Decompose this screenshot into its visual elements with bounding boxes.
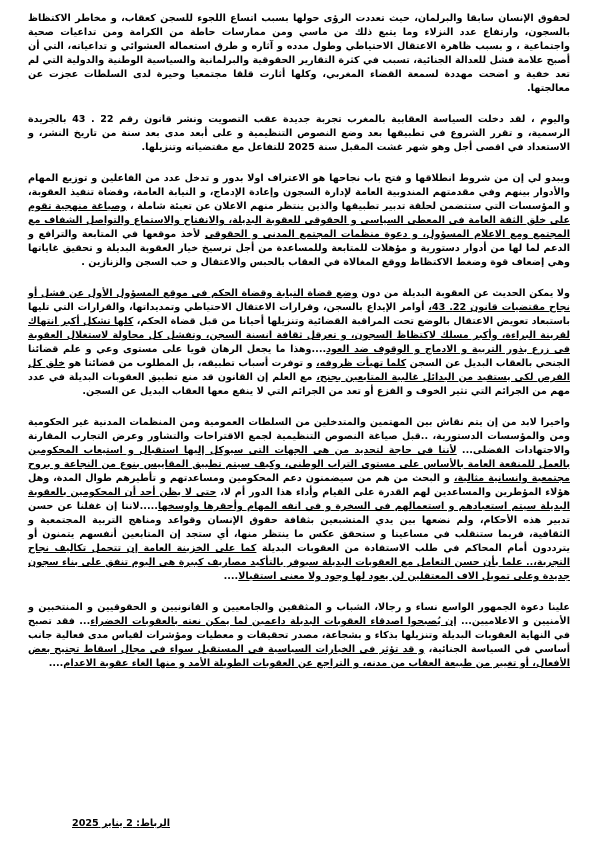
underlined-text: خلق كل الفرص لكي يستفيد من البدائل غالبية المتابعين بجنح، bbox=[28, 358, 570, 383]
underlined-text: حتى لا يظن أحد أن المحكومين بالعقوبة البديلة سيتم استعبادهم و استعمالهم في السخرة و في انفه المهام وأحقرها واوسخها bbox=[28, 487, 570, 512]
paragraph-text: مع العلم إن القانون قد منع تطبيق العقوبات البديلة في عدد مهم من الجرائم التي تثير الخوف و الفزع أو تعد من الجرائم التي لا ينفع معها العقاب البديل عن السجن. bbox=[28, 372, 570, 397]
paragraph-text: واليوم ، لقد دخلت السياسة العقابية بالمغرب تجربة جديدة عقب التصويت ونشر قانون رقم 22 . 43 بالجريدة الرسمية، و تقرر الشروع في تطبيقها بعد وضع النصوص التنظيمية و على أبعد مدى بعد سنة من تاريخ النشر، و الاستعداد في اقصى أجل وهو شهر غشت المقبل سنة 2025 للتفاعل مع مقتضياته وتنزيلها. bbox=[28, 114, 570, 153]
paragraph-text: واخيرا لابد من إن يتم نقاش بين المهتمين والمتدخلين من السلطات العمومية ومن المنظمات المدنية غير الحكومية ومن والمؤسسات الدستورية، ..قبل صياغة النصوص التنظيمية لجمع الاقتراحات والتشاور وعرض التجارب المقارنة والاجتهادات الفضلى... bbox=[28, 417, 570, 456]
paragraph bbox=[28, 12, 570, 96]
paragraph-text: لحقوق الإنسان سابقا والبرلمان، حيث تعددت الرؤى حولها بسبب اتساع اللجوء للسجن كعقاب، و مخاطر الاكتظاظ بالسجون، وارتفاع عدد النزلاء وما يتبع ذلك من ماسي ومن ممارسات حاطة من الكرامة ومن تداعيات صحية واجتماعية ، و بسبب ظاهرة الاعتقال الاحتياطي وطول مدده و آثاره و طرق استعماله العشوائي و تداعياته، التي أن أصبح علامة فشل للعدالة الجنائية، تسبب في كثرة التقارير الحقوقية والبرلمانية والسياسية الوطنية والدولية التي لم تعد خفية و اضحت مهددة لسمعة القضاء المغربي، وكلها أثارت قلقا مجتمعيا وحيرة لدى السلطات عجزت عن معالجتها. bbox=[28, 13, 570, 94]
underlined-text: وضع قضاة النيابة وقضاة الحكم في موقع المسؤول الأول عن فشل أو نجاح مقتضيات قانون 22. 43، bbox=[28, 288, 570, 313]
paragraph-text: و البحث من هم من سيضمنون دعم المحكومين ومساعدتهم و تأطيرهم طوال المدة، وهل هؤلاء المؤطرين والمساعدين لهم القدرة على القيام وأداء هذا الدور أم لا، bbox=[28, 473, 570, 498]
paragraph bbox=[28, 113, 570, 155]
underlined-text: كلما تهيأت ظروفه، bbox=[316, 358, 407, 369]
paragraph-text: ولا يمكن الحديث عن العقوبة البديلة من دون bbox=[357, 288, 571, 299]
paragraph-text: لأخذ موقعها في المتابعة والترافع و الدعم لما لها من أدوار دستورية و مؤهلات للمتابعة وللمساعدة من أجل ترسيخ خيار العقوبة البديلة و تحقيق غاياتها وهي إضعاف قوة وضغط الاكتظاظ ووقع المغالاة في العقاب بالحبس والاعتقال و حب السجن والزنازين . bbox=[28, 229, 570, 268]
underlined-text: كما على الخزينة العامة إن تتحمل تكاليف نجاح التجربة،.. علما بأن حسن التعامل مع العقوبات البديلة سيوفر بالتأكيد مصاريف كبيرة هي اليوم تنفق على بناء سجون جديدة وعلى تمويل الاف المعتقلين لن يعود لها وجود ولا معنى استقبالا bbox=[28, 543, 570, 582]
paragraph-text: ويبدو لي إن من شروط انطلاقها و فتح باب نجاحها هو الاعتراف اولا بدور و تدخل عدد من الفاعلين و توزيع المهام والأدوار بينهم وفي مقدمتهم المندوبية العامة لإدارة السجون وإعادة الإدماج، و النيابة العامة، وقضاة تنفيذ العقوبة، و المؤسسات التي ستتضمن لحلقة تدبير تطبيقها والذين ينتظر منهم الاعلان عن تعبئة شاملة ، bbox=[28, 173, 570, 212]
paragraph-text: و توفرت أسباب تطبيقه، بل المطلوب من قضائنا هو bbox=[65, 358, 316, 369]
paragraph bbox=[28, 172, 570, 270]
document-body bbox=[28, 12, 570, 671]
paragraph-text: .... bbox=[223, 571, 239, 582]
underlined-text: و قد تؤثر في الخيارات السياسية في المستقبل سواء في مجال اسقاط تجنيح بعض الأفعال، أو تغيير من طبيعة العقاب من مدنه، و التراجع عن العقوبات الطويلة الأمد و منها الغاء عقوبة الاعدام bbox=[28, 644, 570, 669]
paragraph-text: .....لاننا إن غفلنا عن حسن تدبير هذه الأحكام، ولم نضعها بين يدي المتشبعين بثقافة حقوق الإنسان وقواعد ومناهج التربية المجتمعية و الثقافية، فربما ستنقلب في مساعينا و ستحقق عكس ما ينتظر منها، أي ستجد إن المتابعين أنفسهم يتمنون أو يترددون أمام المحاكم في طلب الاستفادة من العقوبات البديلة bbox=[28, 501, 570, 554]
underlined-text: لأننا في حاجة لتحديد من هي الجهات التي سيوكل إليها استقبال و استيعاب المحكومين بالعمل للمنفعة العامة بالأساس على مستوى التراب الوطني، وكيف سيتم تطبيق المقاييس بنوع من النجاعة و بروح مجتمعية وانسانية مثالية، bbox=[28, 445, 570, 484]
underlined-text: إن يُصبحوا اصدقاء العقوبات البديلة داعمين لما يمكن نعته بالعقوبات الخضراء bbox=[90, 616, 457, 627]
paragraph bbox=[28, 601, 570, 671]
place-date-signature: الرباط: 2 يناير 2025 bbox=[72, 818, 170, 829]
paragraph bbox=[28, 416, 570, 584]
underlined-text: وصياغة منهجية تقوم على خلق الثقة العامة في المعطى السياسي و الحقوقي للعقوبة البديلة، والانفتاح والاستماع والتواصل الشفاف مع المجتمع ومع الاعلام المسؤول، و دعوة منظمات المجتمع المدني و الحقوقي bbox=[28, 201, 571, 240]
paragraph-text: ....وهذا ما يجعل الرهان قويا على مستوى وعي و علم قضائنا الجنحي بالعقاب البديل عن السجن bbox=[28, 344, 570, 369]
paragraph-text: علينا دعوة الجمهور الواسع نساء و رجالا، الشباب و المثقفين والجامعيين و القانونيين و الحقوقيين و المنتخبين و الأمنيين و الاعلاميين... bbox=[28, 602, 570, 627]
paragraph-text: ... فقد تصبح في النهاية العقوبات البديلة وتنزيلها بذكاء و بشجاعة، مصدر تحقيقات و معطيات ومؤشرات لقياس مدى فعالية جانب أساسي في السياسة الجنائية، bbox=[28, 616, 570, 655]
paragraph-text: أوامر الإيداع بالسجن، وقرارات الاعتقال الاحتياطي وتمديداتها، والقرارات التي تليها باستبعاد تعويض الاعتقال بالوضع تحت المراقبة القضائية وتنزيلها أحيانا من قبل قضاة الحكم، bbox=[28, 302, 571, 327]
paragraph-text: .... bbox=[48, 658, 64, 669]
paragraph bbox=[28, 287, 570, 399]
underlined-text: كلها تشكل أكبر انتهاك لقرينة البراءة، وأكبر مسلك لاكتظاظ السجون، و تعرقل ثقافة انسنة السجن، وتفشل كل محاولة لاستغلال العقوبة في زرع بذور التربية و الادماج و الوقوف ضد العود bbox=[28, 316, 570, 355]
